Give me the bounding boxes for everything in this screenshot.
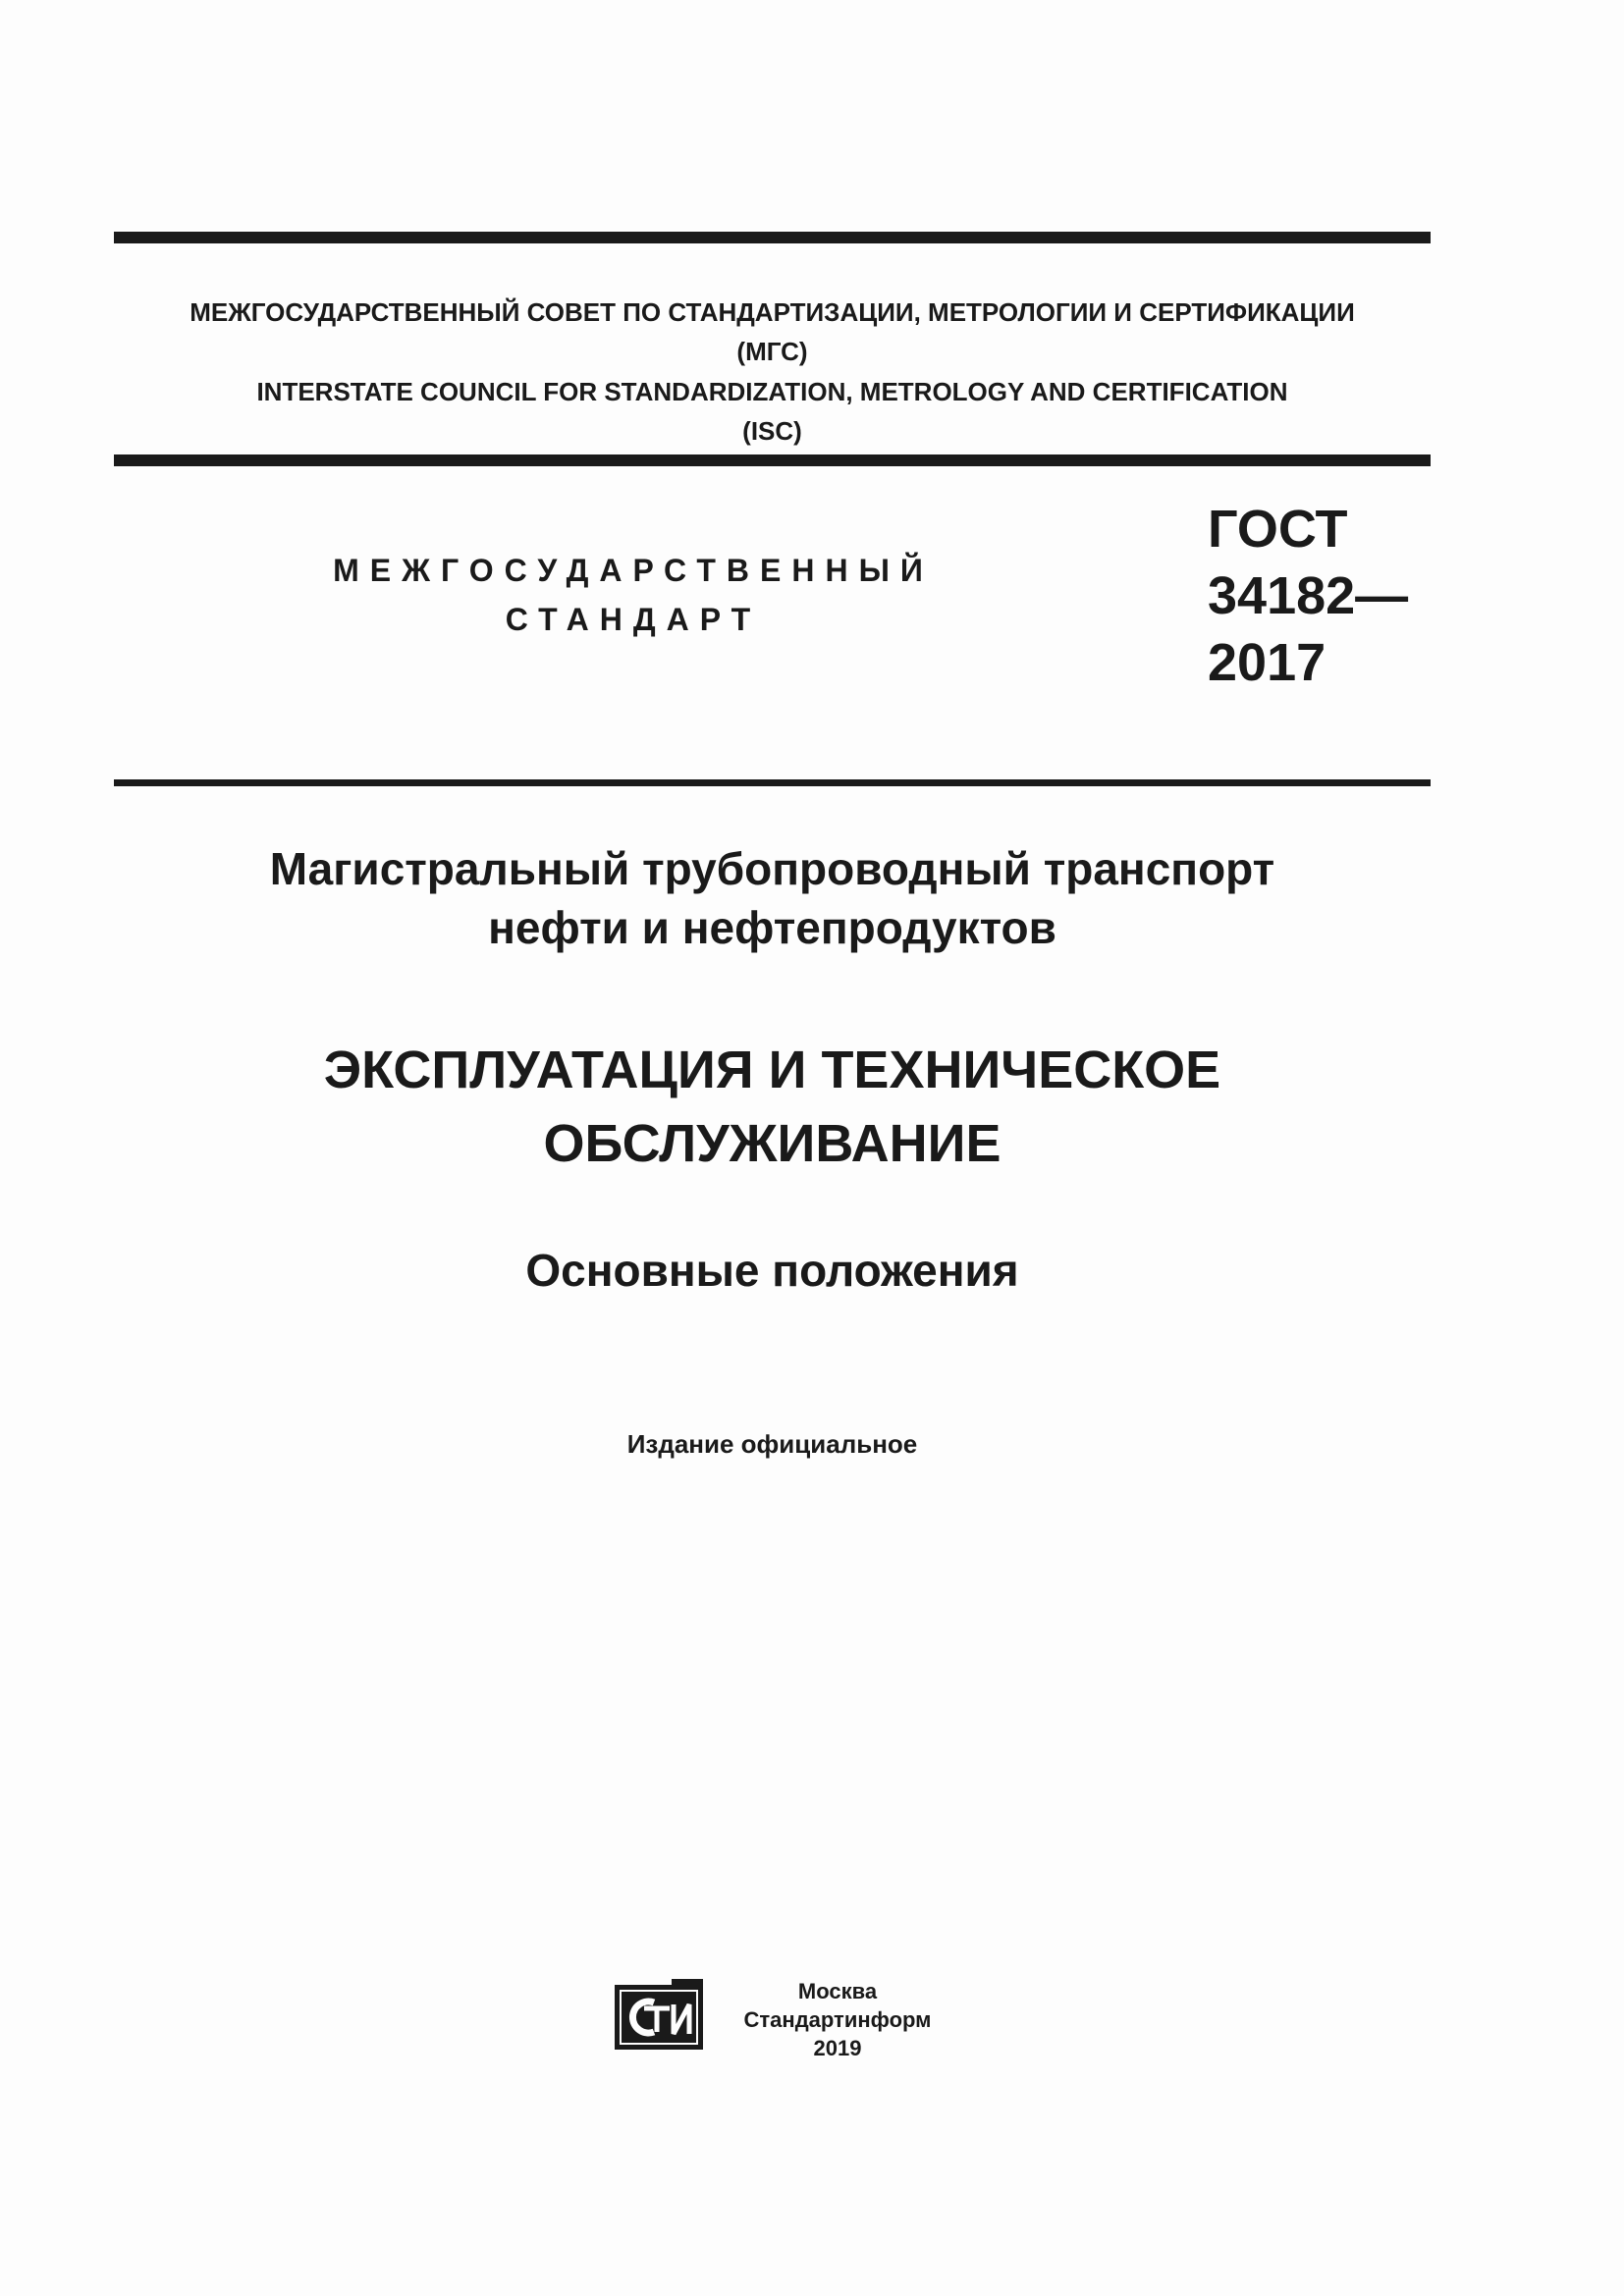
- imprint-year: 2019: [813, 2036, 862, 2060]
- imprint-publisher: Стандартинформ: [743, 2007, 932, 2032]
- top-rule: [114, 232, 1431, 243]
- edition-label: Издание официальное: [626, 1429, 918, 1459]
- council-ru-name: МЕЖГОСУДАРСТВЕННЫЙ СОВЕТ ПО СТАНДАРТИЗАЦИИ, МЕТРОЛОГИИ И СЕРТИФИКАЦИИ: [189, 297, 1355, 327]
- council-ru: [114, 293, 1431, 371]
- council-ru-abbr: (МГС): [736, 337, 808, 366]
- main-title-line2: ОБСЛУЖИВАНИЕ: [543, 1114, 1001, 1173]
- standartinform-logo-icon: [611, 1975, 707, 2054]
- subtitle: Основные положения: [525, 1245, 1019, 1296]
- title-line2: нефти и нефтепродуктов: [488, 902, 1056, 953]
- designation-number: 34182—: [1208, 566, 1409, 625]
- council-en-name: INTERSTATE COUNCIL FOR STANDARDIZATION, METROLOGY AND CERTIFICATION: [256, 377, 1288, 406]
- council-en-abbr: (ISC): [742, 416, 802, 446]
- council-rule: [114, 454, 1431, 466]
- designation-year: 2017: [1208, 633, 1326, 692]
- standard-designation: [1208, 496, 1408, 696]
- imprint: [725, 1977, 950, 2062]
- council-en: [114, 372, 1431, 451]
- designation-prefix: ГОСТ: [1208, 500, 1348, 559]
- main-title-line1: ЭКСПЛУАТАЦИЯ И ТЕХНИЧЕСКОЕ: [323, 1041, 1221, 1099]
- standard-kind-line1: МЕЖГОСУДАРСТВЕННЫЙ: [333, 553, 934, 588]
- imprint-city: Москва: [797, 1979, 878, 2003]
- header-rule: [114, 779, 1431, 786]
- standard-kind-line2: СТАНДАРТ: [505, 602, 762, 637]
- title-line1: Магистральный трубопроводный транспорт: [269, 843, 1275, 894]
